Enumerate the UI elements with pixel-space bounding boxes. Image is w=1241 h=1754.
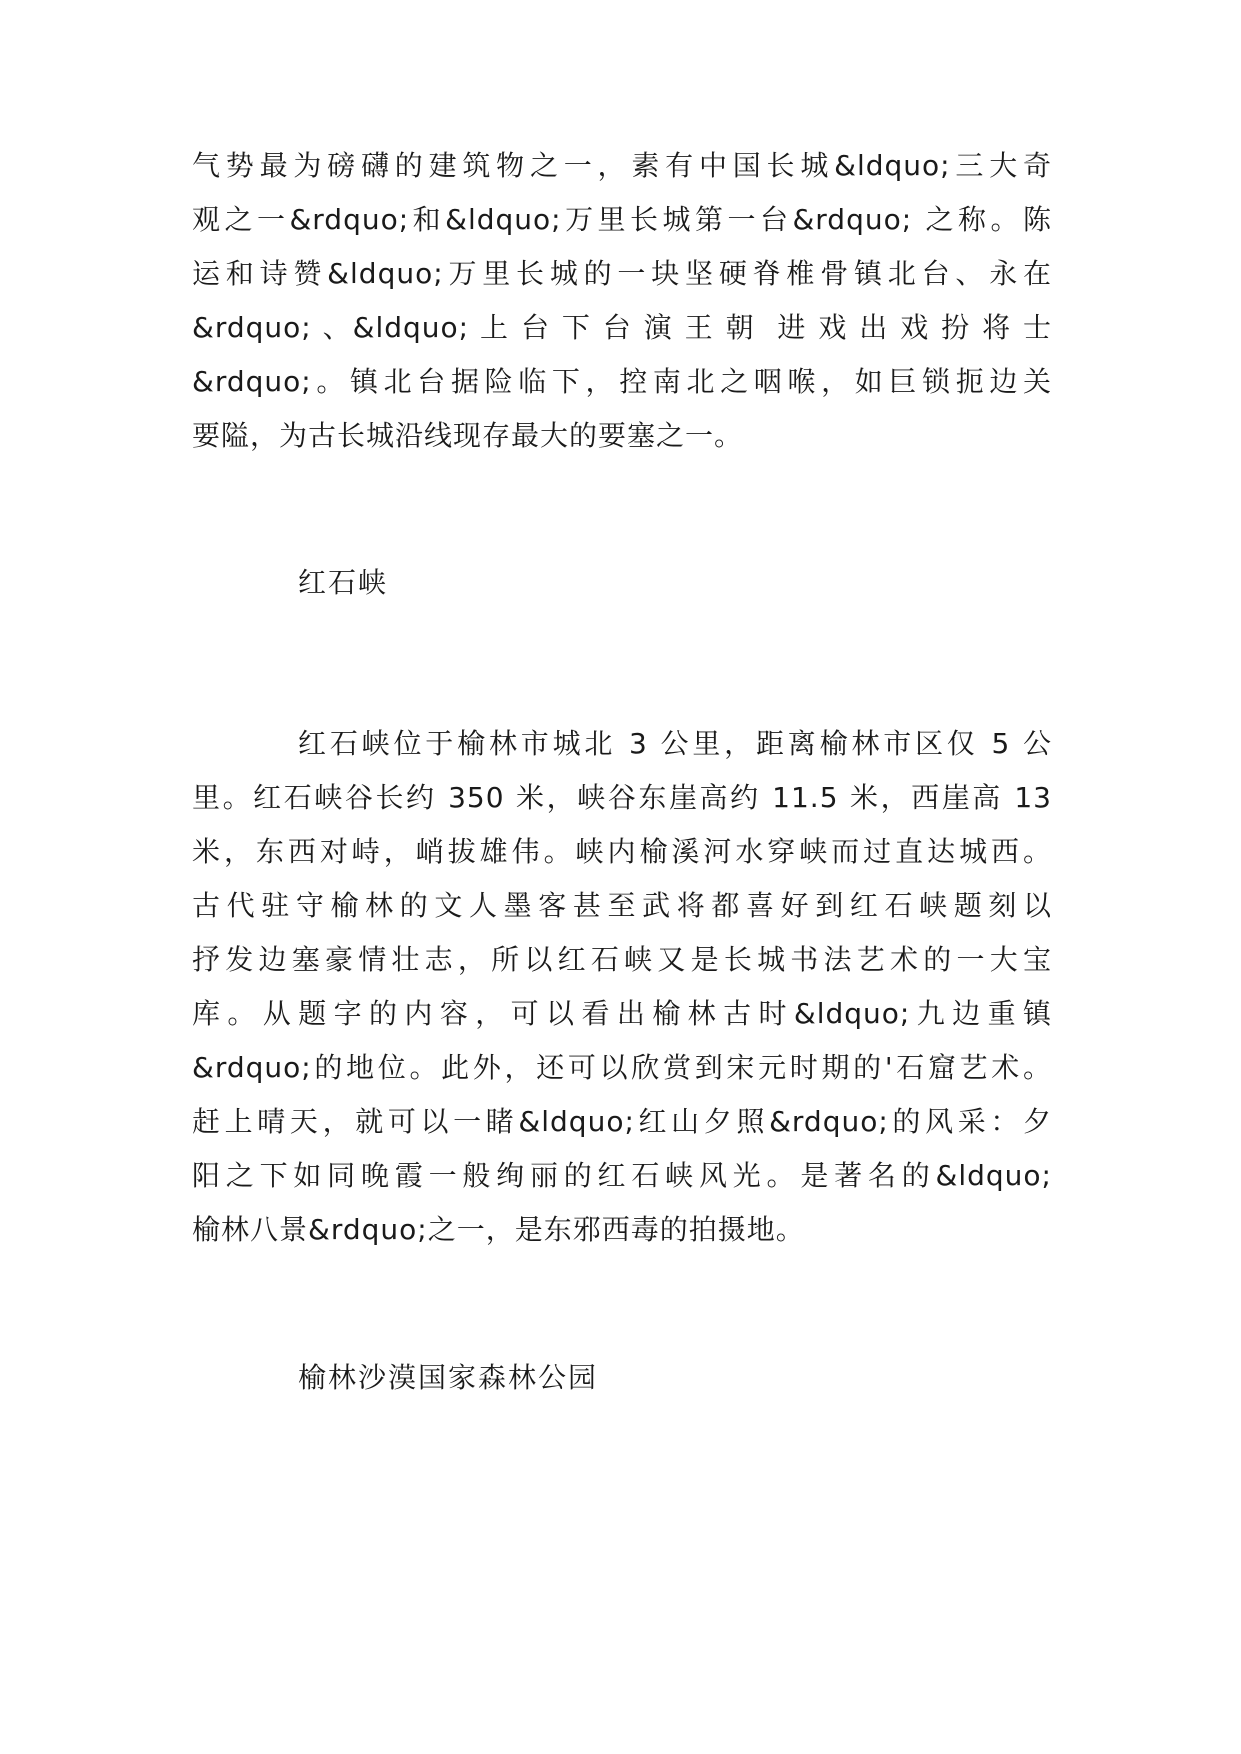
text-line: 米，东西对峙，峭拔雄伟。峡内榆溪河水穿峡而过直达城西。 <box>192 835 1052 868</box>
text-line: 气势最为磅礴的建筑物之一，素有中国长城&ldquo;三大奇 <box>192 149 1052 182</box>
text-line: 古代驻守榆林的文人墨客甚至武将都喜好到红石峡题刻以 <box>192 889 1052 922</box>
text-line: 要隘，为古长城沿线现存最大的要塞之一。 <box>192 419 744 452</box>
text-line: 运和诗赞&ldquo;万里长城的一块坚硬脊椎骨镇北台、永在 <box>192 257 1052 290</box>
section-heading-hongshixia: 红石峡 <box>298 566 389 599</box>
text-line: &rdquo; 、&ldquo; 上 台 下 台 演 王 朝 进 戏 出 戏 扮 将 士 <box>192 311 1052 344</box>
text-line: 库。从题字的内容，可以看出榆林古时&ldquo;九边重镇 <box>192 997 1052 1030</box>
text-line: 里。红石峡谷长约 350 米，峡谷东崖高约 11.5 米，西崖高 13 <box>192 781 1052 814</box>
text-line: 榆林八景&rdquo;之一，是东邪西毒的拍摄地。 <box>192 1213 805 1246</box>
text-line: 抒发边塞豪情壮志，所以红石峡又是长城书法艺术的一大宝 <box>192 943 1052 976</box>
text-line: &rdquo;。镇北台据险临下，控南北之咽喉，如巨锁扼边关 <box>192 365 1052 398</box>
text-line: 赶上晴天，就可以一睹&ldquo;红山夕照&rdquo;的风采：夕 <box>192 1105 1052 1138</box>
text-line: 阳之下如同晚霞一般绚丽的红石峡风光。是著名的&ldquo; <box>192 1159 1052 1192</box>
text-line: 观之一&rdquo;和&ldquo;万里长城第一台&rdquo; 之称。陈 <box>192 203 1052 236</box>
section-heading-desert-forest-park: 榆林沙漠国家森林公园 <box>298 1361 599 1394</box>
text-line: 红石峡位于榆林市城北 3 公里，距离榆林市区仅 5 公 <box>298 727 1052 760</box>
text-line: &rdquo;的地位。此外，还可以欣赏到宋元时期的'石窟艺术。 <box>192 1051 1052 1084</box>
